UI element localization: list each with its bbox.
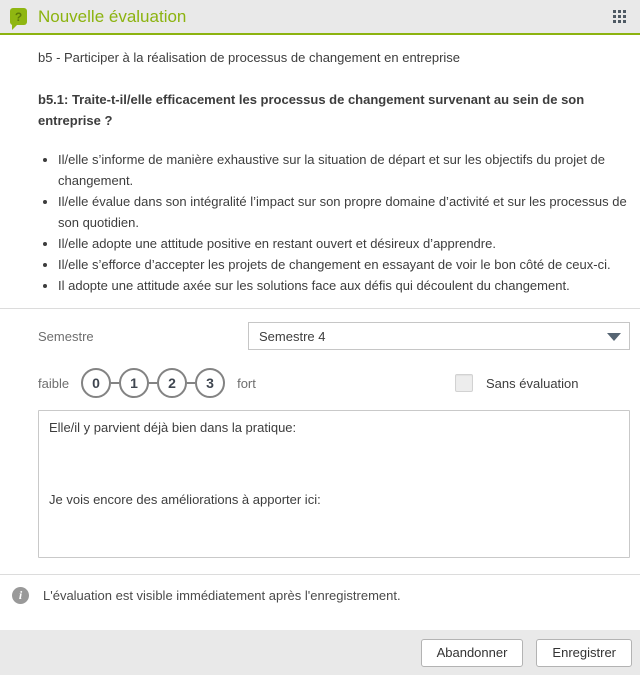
scale-connector xyxy=(149,382,157,384)
semester-dropdown[interactable] xyxy=(248,322,630,350)
criteria-list xyxy=(38,149,630,296)
list-item: • Il/elle évalue dans son intégralité l’impact sur son propre domaine d’activité et sur les processus de son quotidien. xyxy=(58,191,630,233)
dialog-header xyxy=(0,0,640,35)
rating-scale-row xyxy=(38,368,630,398)
info-row xyxy=(12,587,630,604)
no-evaluation-checkbox[interactable] xyxy=(455,374,473,392)
list-item: • Il adopte une attitude axée sur les solutions face aux défis qui découlent du changement. xyxy=(58,275,630,296)
dialog-title: Nouvelle évaluation xyxy=(38,6,187,26)
comment-textarea[interactable] xyxy=(38,410,630,558)
semester-row xyxy=(38,322,630,350)
list-item: • Il/elle s’efforce d’accepter les projets de changement en essayant de voir le bon côté de ceux-ci. xyxy=(58,254,630,275)
scale-low-label: faible xyxy=(38,375,70,391)
question-title: b5.1: Traite-t-il/elle efficacement les processus de changement survenant au sein de son entreprise ? xyxy=(38,92,585,128)
scale-connector xyxy=(111,382,119,384)
no-evaluation-label: Sans évaluation xyxy=(486,375,579,391)
grid-menu-icon[interactable] xyxy=(613,10,626,23)
cancel-button[interactable]: Abandonner xyxy=(421,639,524,667)
section-divider xyxy=(0,308,640,309)
chevron-down-icon xyxy=(607,333,621,341)
no-evaluation-group xyxy=(455,374,579,392)
list-item: • Il/elle s’informe de manière exhaustive sur la situation de départ et sur les objectifs du projet de changement. xyxy=(58,149,630,191)
semester-label: Semestre xyxy=(38,328,94,344)
scale-connector xyxy=(187,382,195,384)
scale-option-2[interactable]: 2 xyxy=(157,368,187,398)
competency-title: b5 - Participer à la réalisation de processus de changement en entreprise xyxy=(38,50,461,65)
info-icon: i xyxy=(12,587,29,604)
save-button[interactable]: Enregistrer xyxy=(536,639,632,667)
speech-bubble-question-icon: ? xyxy=(10,8,27,25)
footer-divider xyxy=(0,574,640,575)
semester-selected-value: Semestre 4 xyxy=(259,328,326,344)
scale-option-3[interactable]: 3 xyxy=(195,368,225,398)
dialog-footer xyxy=(0,630,640,675)
list-item: • Il/elle adopte une attitude positive en restant ouvert et désireux d’apprendre. xyxy=(58,233,630,254)
evaluation-description xyxy=(38,35,630,296)
scale-option-0[interactable]: 0 xyxy=(81,368,111,398)
scale-option-1[interactable]: 1 xyxy=(119,368,149,398)
evaluation-form xyxy=(38,322,630,558)
info-text: L'évaluation est visible immédiatement après l'enregistrement. xyxy=(43,588,401,603)
scale-high-label: fort xyxy=(237,375,256,391)
